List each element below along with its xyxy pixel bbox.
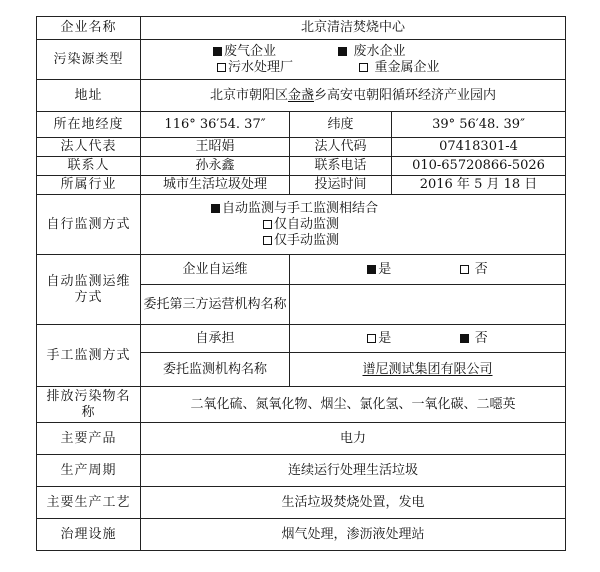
checkbox-auto-only[interactable] [263,220,272,229]
industry-value: 城市生活垃圾处理 [141,176,290,195]
option-auto-only[interactable]: 仅自动监测 [211,217,563,233]
checkbox-sewage-plant[interactable] [217,63,226,72]
option-heavy-metal[interactable]: 重金属企业 [359,60,439,75]
auto-no[interactable]: 否 [460,262,488,277]
option-combined[interactable]: 自动监测与手工监测相结合 [211,201,563,217]
checkbox-waste-gas[interactable] [213,47,222,56]
auto-self-choice [290,255,566,285]
auto-ops-label-text: 自动监测运维方式 [46,273,131,305]
manual-self-choice [290,325,566,353]
facility-label: 治理设施 [37,519,141,551]
legal-code-value: 07418301-4 [392,138,566,157]
row-coordinates [37,112,566,138]
row-monitor-mode [37,195,566,255]
process-label: 主要生产工艺 [37,487,141,519]
latitude-value: 39° 56′48. 39″ [392,112,566,138]
contact-value: 孙永鑫 [141,157,290,176]
product-label: 主要产品 [37,423,141,455]
checkbox-waste-water[interactable] [338,47,347,56]
row-cycle [37,455,566,487]
enterprise-info-table [36,16,566,551]
agency-label: 委托监测机构名称 [141,353,290,387]
row-address [37,80,566,112]
row-pollutants [37,387,566,423]
pollutants-label-text: 排放污染物名称 [46,388,131,420]
process-value: 生活垃圾焚烧处置，发电 [141,487,566,519]
agency-value [290,353,566,387]
option-waste-water[interactable]: 废水企业 [338,44,405,59]
row-facility [37,519,566,551]
phone-value: 010-65720866-5026 [392,157,566,176]
longitude-label: 所在地经度 [37,112,141,138]
monitor-mode-options [141,195,566,255]
checkbox-heavy-metal[interactable] [359,63,368,72]
op-date-value: 2016 年 5 月 18 日 [392,176,566,195]
contact-label: 联系人 [37,157,141,176]
checkbox-auto-no[interactable] [460,265,469,274]
third-party-label: 委托第三方运营机构名称 [141,285,290,325]
op-date-label: 投运时间 [290,176,392,195]
cycle-label: 生产周期 [37,455,141,487]
facility-value: 烟气处理，渗沥液处理站 [141,519,566,551]
checkbox-manual-no[interactable] [460,334,469,343]
pollutants-value: 二氧化硫、氮氧化物、烟尘、氯化氢、一氧化碳、二噁英 [141,387,566,423]
legal-rep-label: 法人代表 [37,138,141,157]
checkbox-manual-only[interactable] [263,236,272,245]
manual-label: 手工监测方式 [37,325,141,387]
row-pollution-type [37,40,566,80]
option-sewage-plant[interactable]: 污水处理厂 [217,60,293,75]
option-manual-only[interactable]: 仅手动监测 [211,233,563,249]
row-manual-self [37,325,566,353]
longitude-value: 116° 36′54. 37″ [141,112,290,138]
auto-ops-label [37,255,141,325]
cycle-value: 连续运行处理生活垃圾 [141,455,566,487]
address-text: 北京市朝阳区金盏乡高安屯朝阳循环经济产业园内 [209,87,497,103]
product-value: 电力 [141,423,566,455]
legal-rep-value: 王昭娟 [141,138,290,157]
industry-label: 所属行业 [37,176,141,195]
row-product [37,423,566,455]
row-legal-rep [37,138,566,157]
monitor-mode-label: 自行监测方式 [37,195,141,255]
row-auto-self [37,255,566,285]
row-process [37,487,566,519]
name-value: 北京清洁焚烧中心 [141,17,566,40]
row-industry [37,176,566,195]
auto-self-label: 企业自运维 [141,255,290,285]
name-label: 企业名称 [37,17,141,40]
pollutants-label [37,387,141,423]
row-name [37,17,566,40]
pollution-type-label: 污染源类型 [37,40,141,80]
checkbox-manual-yes[interactable] [367,334,376,343]
auto-yes[interactable]: 是 [367,262,391,277]
row-contact [37,157,566,176]
legal-code-label: 法人代码 [290,138,392,157]
address-label: 地址 [37,80,141,112]
option-waste-gas[interactable]: 废气企业 [213,44,276,59]
third-party-value [290,285,566,325]
address-value [141,80,566,112]
manual-no[interactable]: 否 [460,331,488,346]
phone-label: 联系电话 [290,157,392,176]
pollution-type-options [141,40,566,80]
agency-name: 谱尼测试集团有限公司 [362,361,493,377]
manual-yes[interactable]: 是 [367,331,391,346]
manual-self-label: 自承担 [141,325,290,353]
checkbox-auto-yes[interactable] [367,265,376,274]
checkbox-combined[interactable] [211,204,220,213]
latitude-label: 纬度 [290,112,392,138]
